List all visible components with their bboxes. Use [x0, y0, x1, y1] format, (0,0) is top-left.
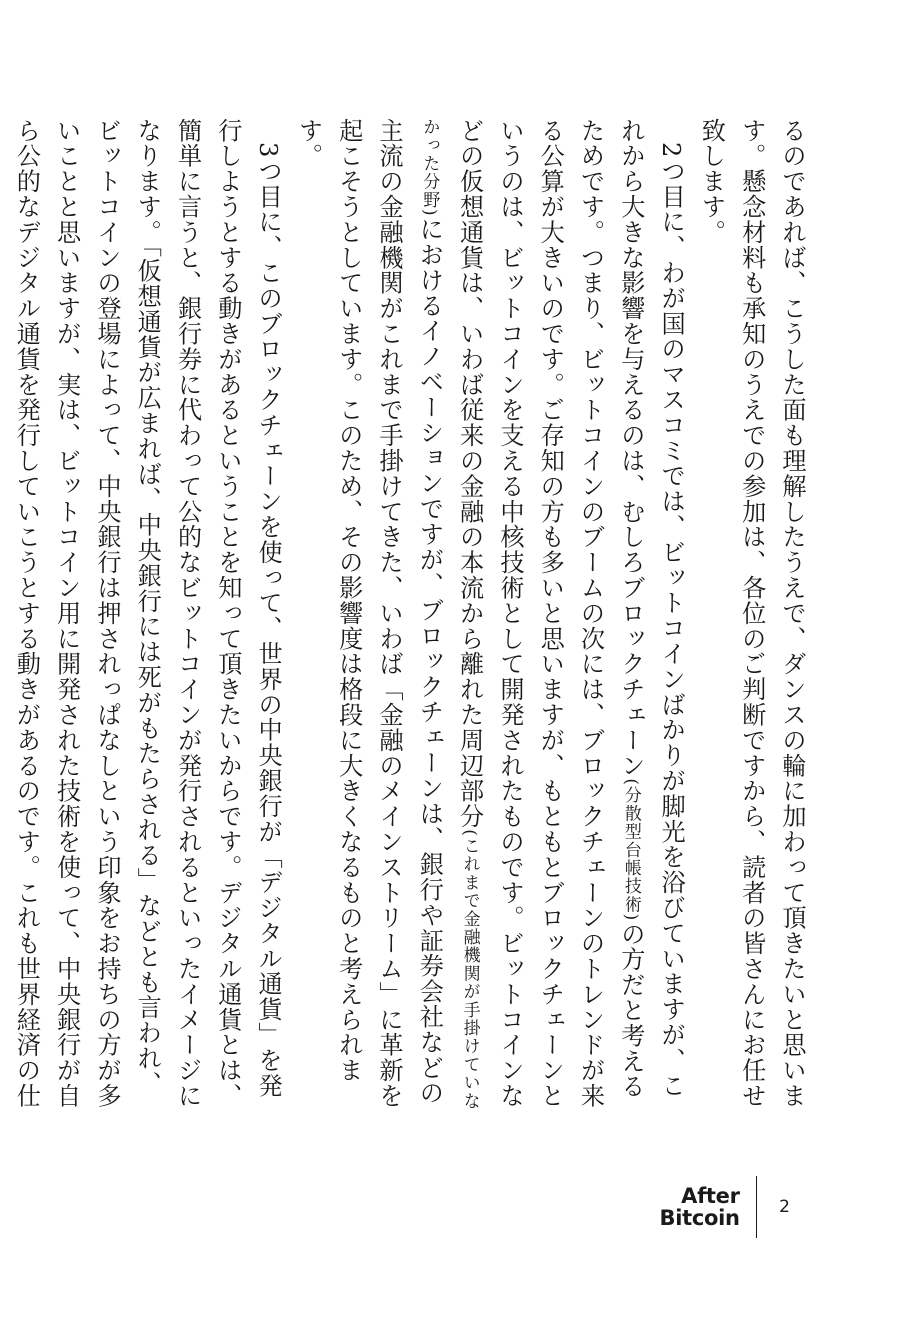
paragraph-text: におけるイノベーションですが、ブロックチェーンは、銀行や証券会社などの主流の金融機関がこれまで手掛けてきた、いわば「金融のメインストリーム」に革新を起こそうとしています。このため、その影響度は格段に大きくなるものと考えられます。 [294, 118, 444, 1109]
paragraph-text: の方だと考えるためです。つまり、ビットコインのブームの次には、ブロックチェーンのトレンドが来る公算が大きいのです。ご存知の方も多いと思いますが、もともとブロックチェーンというのは、ビットコインを支える中核技術として開発されたものです。ビットコインなどの仮想通貨は、いわば従来の金融の本流から離れた周辺部分 [455, 118, 645, 1109]
book-title [660, 1176, 756, 1238]
paragraph-annotation: (分散型台帳技術) [620, 778, 641, 922]
paragraph-text: 3つ目に、このブロックチェーンを使って、世界の中央銀行が「デジタル通貨」を発行しようとする動きがあるということを知って頂きたいからです。デジタル通貨とは、簡単に言うと、銀行券に代わって公的なビットコインが発行されるといったイメージになります。「仮想通貨が広まれば、中央銀行には死がもたらされる」などとも言われ、ビットコインの登場によって、中央銀行は押されっぱなしという印象をお持ちの方が多いことと思いますが、実は、ビットコイン用に開発された技術を使って、中央銀行が自ら公的なデジタル通貨を発行していこうとする動きがあるのです。これも世界経済の仕 [12, 118, 283, 1109]
vertical-body-text [12, 118, 812, 1118]
paragraph [0, 118, 288, 1118]
paragraph [288, 118, 691, 1118]
paragraph [691, 118, 812, 1118]
book-title-line1: After [681, 1184, 740, 1208]
paragraph-text: るのであれば、こうした面も理解したうえで、ダンスの輪に加わって頂きたいと思います。懸念材料も承知のうえでの参加は、各位のご判断ですから、読者の皆さんにお任せ致します。 [697, 118, 806, 1109]
book-title-line2: Bitcoin [659, 1206, 740, 1230]
paragraph-text: 2つ目に、わが国のマスコミでは、ビットコインばかりが脚光を浴びていますが、これから大きな影響を与えるのは、むしろブロックチェーン [616, 118, 686, 1099]
page-number: 2 [779, 1197, 790, 1217]
page-footer [660, 1176, 791, 1238]
paragraph-annotation: (これまで金融機関が手掛けていなかった分野) [419, 118, 480, 1111]
